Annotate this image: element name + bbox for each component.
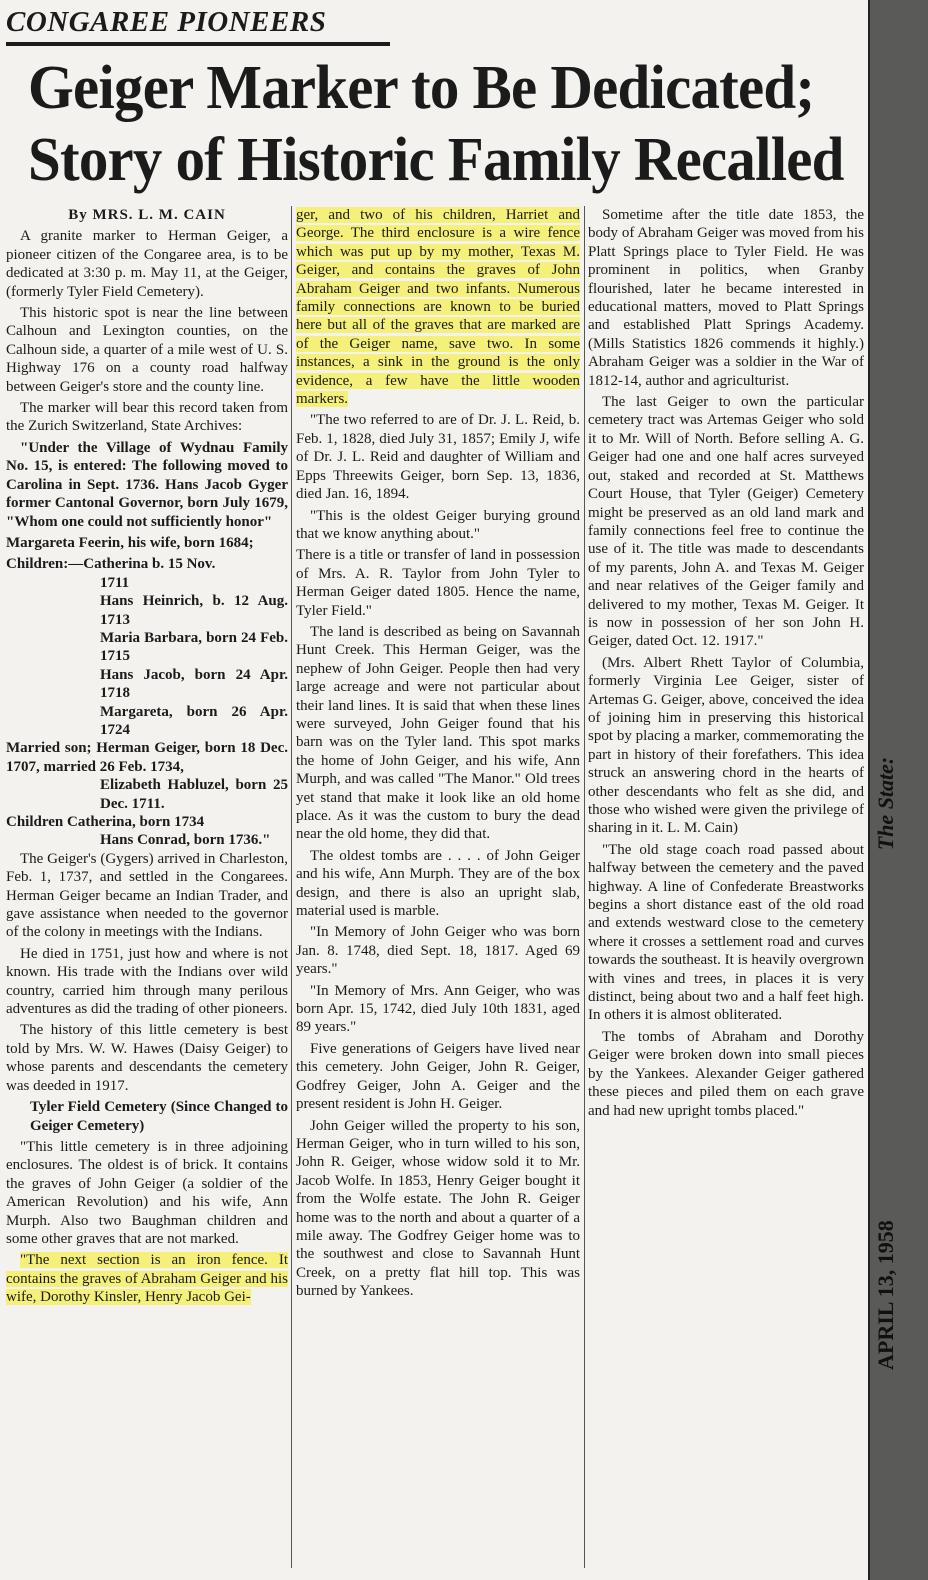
publication-name: The State: <box>873 756 898 851</box>
highlight: ger, and two of his children, Harriet and George. The third enclosure is a wire fence which was put up by my mother, Texas M. Geiger, and contains the graves of John Abraham Geiger and two infants. Numerous family connections are known to be buried here but all of the graves that are marked are of the Geiger name, save two. In some instances, a sink in the ground is the only evidence, a few have the little wooden markers. <box>296 207 580 408</box>
record-entry: Children Catherina, born 1734 <box>6 814 205 830</box>
paragraph: John Geiger willed the property to his son, Herman Geiger, who in turn willed to his son, John R. Geiger, whose widow sold it to Mr. Jacob Wolfe. In 1853, Henry Geiger bought it from the Wolfe estate. The John R. Geiger home was to the north and about a quarter of a mile away. The Godfrey Geiger home was to the southwest and close to Savannah Hunt Creek, on a pretty flat hill top. This was burned by Yankees. <box>296 1117 580 1300</box>
paragraph-highlighted <box>6 1251 288 1306</box>
paragraph: "This little cemetery is in three adjoining enclosures. The oldest is of brick. It contains the graves of John Geiger (a soldier of the American Revolution) and his wife, Ann Murph. Also two Baughman children and some other graves that are not marked. <box>6 1138 288 1247</box>
column-3 <box>588 206 864 1123</box>
paragraph: Sometime after the title date 1853, the body of Abraham Geiger was moved from his Platt Springs place to Tyler Field. He was prominent in politics, when Granby flourished, later he became interested in educational matters, moved to Platt Springs and established Platt Springs Academy. (Mills Statistics 1826 commends it highly.) Abraham Geiger was a soldier in the War of 1812-14, author and agriculturist. <box>588 207 864 389</box>
record-entry: Hans Conrad, born 1736." <box>100 832 271 849</box>
headline-line-1: Geiger Marker to Be Dedicated; <box>28 54 815 122</box>
record-entry: "Under the Village of Wydnau Family No. 15, is entered: The following moved to Carolina in Sept. 1736. Hans Jacob Gyger former Cantonal Governor, born July 1679, "Whom one could not sufficiently honor" <box>6 439 288 530</box>
archive-record <box>6 439 288 850</box>
headline-line-2: Story of Historic Family Recalled <box>28 126 844 194</box>
paragraph: Five generations of Geigers have lived near this cemetery. John Geiger, John R. Geiger, Godfrey Geiger, John A. Geiger and the present resident is John H. Geiger. <box>296 1040 580 1113</box>
paragraph: There is a title or transfer of land in possession of Mrs. A. R. Taylor from John Tyler to Herman Geiger dated 1805. Hence the name, Tyler Field." <box>296 547 580 619</box>
paragraph: "The old stage coach road passed about halfway between the cemetery and the paved highway. A line of Confederate Breastworks begins a short distance east of the old road and extends westward close to the cemetery where it crosses a settlement road and curves towards the southeast. It is heavily overgrown with vines and trees, in places it is very distinct, being about two and a half feet high. In others it is almost obliterated. <box>588 841 864 1024</box>
paragraph: "The two referred to are of Dr. J. L. Reid, b. Feb. 1, 1828, died July 31, 1857; Emily J, wife of Dr. J. L. Reid and daughter of William and Epps Threewits Geiger, born Sep. 13, 1836, died Jan. 16, 1894. <box>296 412 580 503</box>
paragraph-highlighted <box>296 206 580 408</box>
column-rule-1 <box>291 206 292 1568</box>
column-rule-2 <box>584 206 585 1568</box>
paragraph: The land is described as being on Savannah Hunt Creek. This Herman Geiger, was the nephew of John Geiger. People then had very large acreage and were not particular about their land lines. It is said that when these lines were surveyed, John Geiger found that his barn was on the Tyler land. This spot marks the home of John Geiger, and his wife, Ann Murph, and was called "The Manor." Old trees yet stand that make it look like an old home place. As it was the custom to bury the dead near the old home, they did that. <box>296 623 580 843</box>
record-entry: Hans Heinrich, b. 12 Aug. 1713 <box>100 593 288 628</box>
column-2 <box>296 206 580 1304</box>
paragraph: A granite marker to Herman Geiger, a pioneer citizen of the Congaree area, is to be dedicated at 3:30 p. m. May 11, at the Geiger, (formerly Tyler Field Cemetery). <box>6 228 288 300</box>
record-entry: Hans Jacob, born 24 Apr. 1718 <box>100 666 288 702</box>
paragraph: The history of this little cemetery is best told by Mrs. W. W. Hawes (Daisy Geiger) to whose parents and descendants the cemetery was deeded in 1917. <box>6 1022 288 1094</box>
paragraph: The Geiger's (Gygers) arrived in Charleston, Feb. 1, 1737, and settled in the Congarees. Herman Geiger became an Indian Trader, and gave assistance when needed to the governor of the colony in meetings with the Indians. <box>6 850 288 941</box>
headline <box>28 52 844 196</box>
paragraph: The last Geiger to own the particular cemetery tract was Artemas Geiger who sold it to Mr. Will of North. Before selling A. G. Geiger had one and one half acres surveyed out, staked and recorded at St. Matthews Court House, that Tyler (Geiger) Cemetery might be preserved as an old land mark and family connections feel free to continue the use of it. The title was made to descendants of my parents, John A. and Texas M. Geiger and near relatives of the Geiger family and delivered to my mother, Texas M. Geiger. It is now in possession of her son John H. Geiger, dated Oct. 12. 1917." <box>588 394 864 650</box>
record-entry: Children:—Catherina b. 15 Nov. <box>6 556 216 573</box>
source-dateline <box>873 0 899 1370</box>
section-kicker: CONGAREE PIONEERS <box>6 6 327 38</box>
paragraph: He died in 1751, just how and where is not known. His trade with the Indians over wild country, carried him through many perilous adventures as did the trading of other pioneers. <box>6 945 288 1018</box>
subheading: Tyler Field Cemetery (Since Changed to Geiger Cemetery) <box>30 1099 288 1134</box>
byline: By MRS. L. M. CAIN <box>68 207 226 223</box>
record-entry: Elizabeth Habluzel, born 25 Dec. 1711. <box>100 777 288 812</box>
paragraph: (Mrs. Albert Rhett Taylor of Columbia, formerly Virginia Lee Geiger, sister of Artemas G. Geiger, above, conceived the idea of joining him in preserving this historical spot by placing a marker, commemorating the part in history of their forefathers. This idea struck an answering chord in the hearts of other descendants who felt as she did, and those who wished were given the privilege of sharing in it. L. M. Cain) <box>588 654 864 837</box>
record-entry: 1711 <box>100 574 130 591</box>
paragraph: This historic spot is near the line between Calhoun and Lexington counties, on the Calhoun side, a quarter of a mile west of U. S. Highway 176 on a county road halfway between Geiger's store and the county line. <box>6 305 288 395</box>
record-entry: Maria Barbara, born 24 Feb. 1715 <box>100 629 288 665</box>
kicker-rule <box>6 42 390 46</box>
record-entry: Margareta Feerin, his wife, born 1684; <box>6 534 254 551</box>
highlight: "The next section is an iron fence. It contains the graves of Abraham Geiger and his wife, Dorothy Kinsler, Henry Jacob Gei- <box>6 1252 288 1306</box>
paragraph: "In Memory of John Geiger who was born Jan. 8. 1748, died Sept. 18, 1817. Aged 69 years." <box>296 924 580 978</box>
paragraph: "In Memory of Mrs. Ann Geiger, who was born Apr. 15, 1742, died July 10th 1831, aged 89 years." <box>296 982 580 1036</box>
paragraph: The tombs of Abraham and Dorothy Geiger were broken down into small pieces by the Yankees. Alexander Geiger gathered these pieces and piled them on each grave and had new upright tombs placed." <box>588 1028 864 1119</box>
paragraph: The oldest tombs are . . . . of John Geiger and his wife, Ann Murph. They are of the box design, and there is also an upright slab, material used is marble. <box>296 847 580 920</box>
publication-date: APRIL 13, 1958 <box>873 1220 898 1370</box>
paragraph: The marker will bear this record taken from the Zurich Switzerland, State Archives: <box>6 400 288 435</box>
paragraph: "This is the oldest Geiger burying ground that we know anything about." <box>296 507 580 542</box>
record-entry: Margareta, born 26 Apr. 1724 <box>100 703 288 738</box>
column-1 <box>6 206 288 1310</box>
record-entry: Married son; Herman Geiger, born 18 Dec. 1707, married 26 Feb. 1734, <box>6 740 288 775</box>
clipping-edge <box>868 0 870 1580</box>
